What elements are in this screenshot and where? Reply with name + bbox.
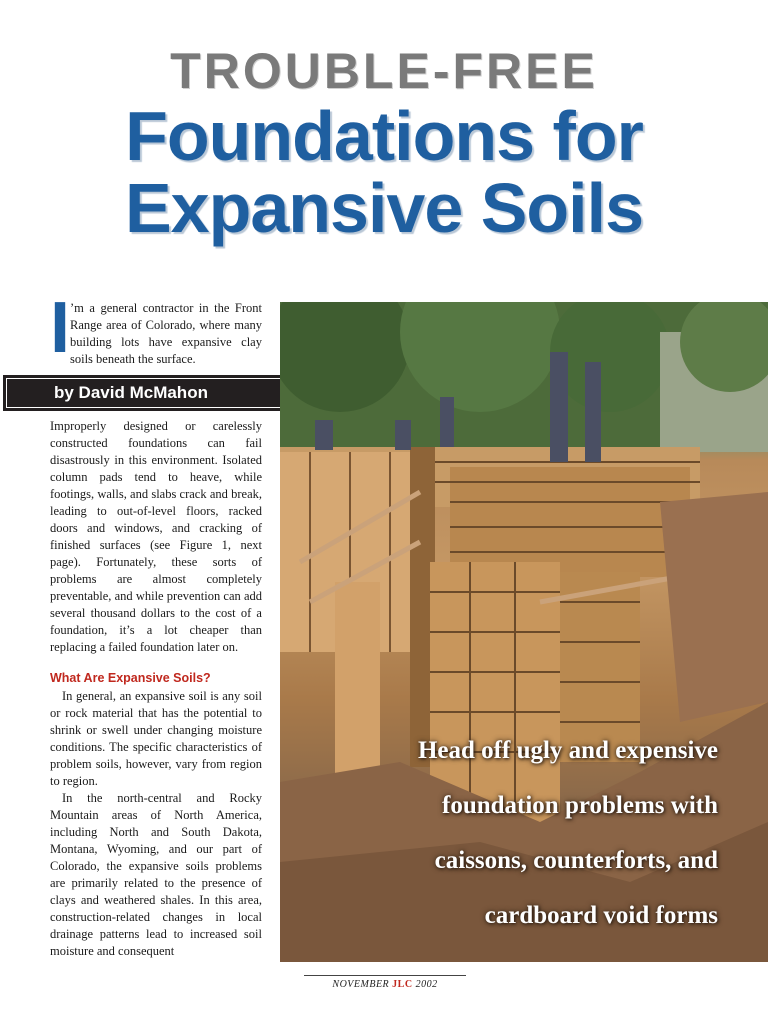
drop-cap: I — [50, 288, 71, 368]
foundation-photo — [280, 302, 768, 962]
body-column — [50, 418, 262, 960]
section-subhead: What Are Expansive Soils? — [50, 671, 211, 685]
caption-line-4: cardboard void forms — [484, 902, 718, 929]
lead-paragraph — [50, 288, 262, 368]
caption-line-3: caissons, counterforts, and — [434, 847, 718, 874]
footer-rule — [304, 975, 466, 976]
kicker-title: TROUBLE-FREE — [170, 43, 598, 99]
footer-year: 2002 — [415, 979, 438, 990]
body-paragraph-3: In the north-central and Rocky Mountain areas of North America, including North and South Dakota, Montana, Wyoming, and our part of Colorado, the expansive soils problems are primarily related to the presence of clays and weathered shales. In this area, construction-related changes in local drainage patterns lead to increased soil moisture and consequent — [50, 791, 262, 958]
headline — [0, 97, 768, 247]
byline: by David McMahon — [4, 376, 308, 410]
footer-brand: JLC — [392, 979, 413, 990]
lead-text: ’m a general contractor in the Front Range area of Colorado, where many building lots have expansive clay soils beneath the surface. — [70, 301, 262, 366]
body-paragraph-1: Improperly designed or carelessly constructed foundations can fail disastrously in this environment. Isolated column pads tend to heave, while footings, walls, and slabs crack and break, leading to out-of-level floors, racked doors and windows, and cracking of finished surfaces (see Figure 1, next page). Fortunately, these sorts of problems are almost completely preventable, and while prevention can add several thousand dollars to the cost of a foundation, it’s a lot cheaper than replacing a failed foundation later on. — [50, 419, 262, 654]
footer-month: NOVEMBER — [332, 979, 390, 990]
headline-line-2: Expansive Soils — [124, 169, 644, 247]
body-paragraph-2: In general, an expansive soil is any soil or rock material that has the potential to shrink or swell under changing moisture conditions. The specific characteristics of problem soils, however, vary from region to region. — [50, 689, 262, 788]
page-footer — [304, 979, 466, 990]
caption-line-1: Head off ugly and expensive — [417, 737, 718, 764]
caption-line-2: foundation problems with — [442, 792, 718, 819]
headline-line-1: Foundations for — [125, 97, 643, 175]
